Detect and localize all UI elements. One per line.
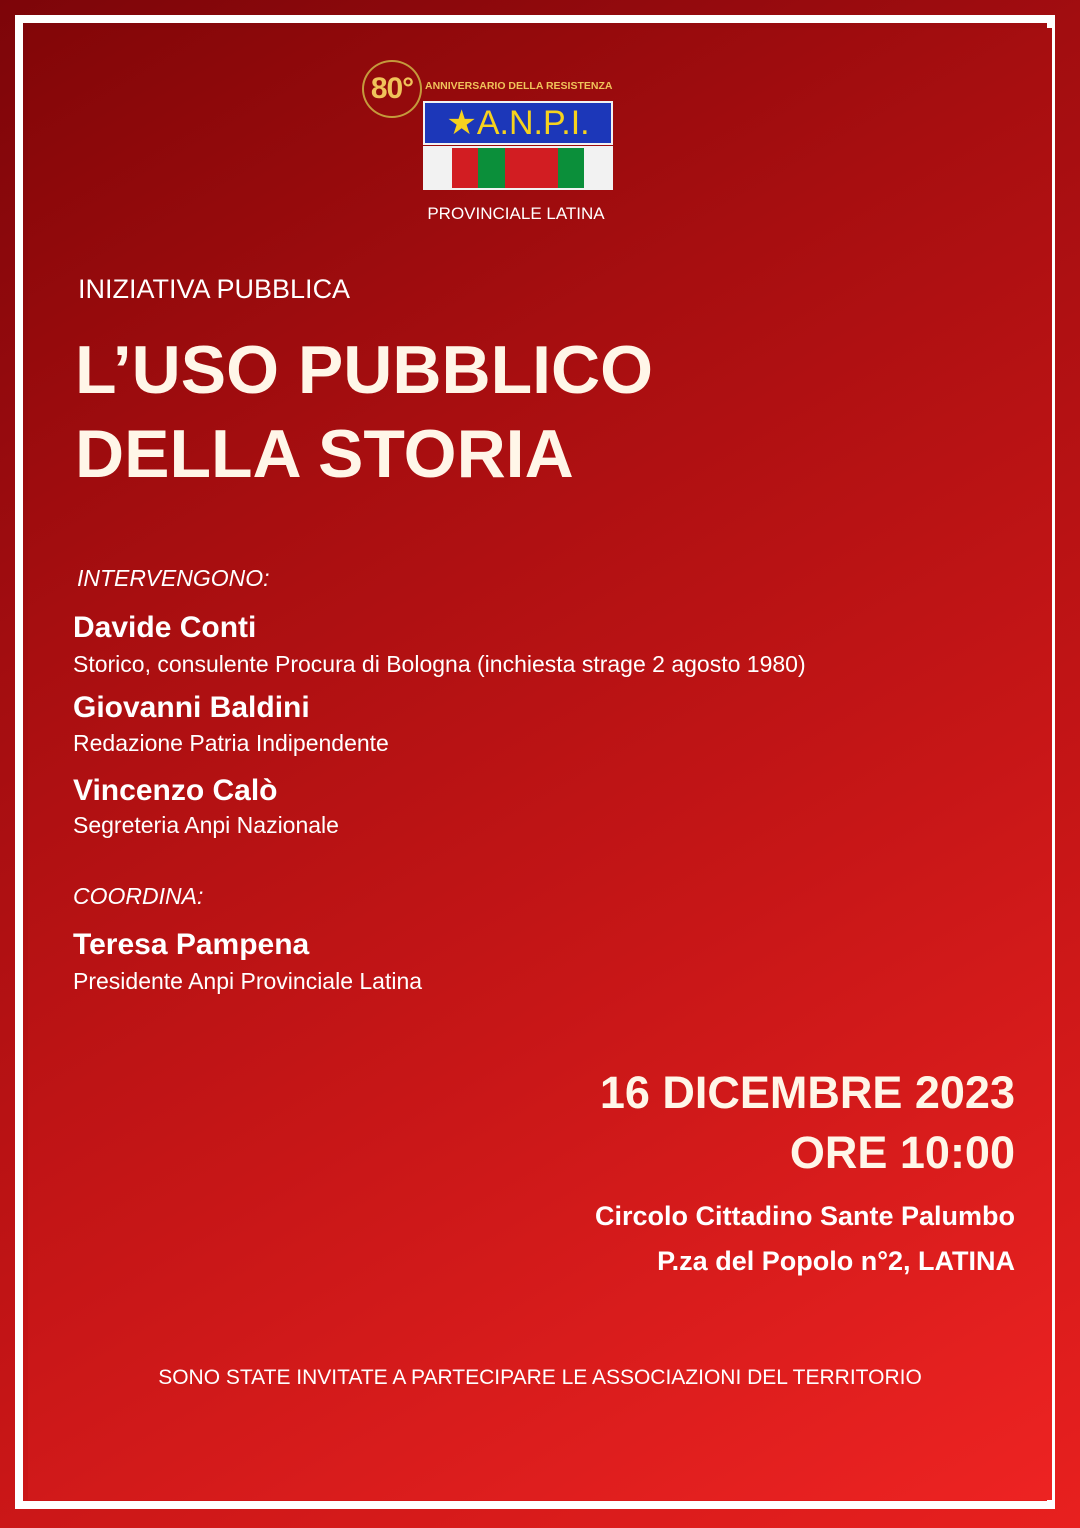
anpi-logo-text: ★A.N.P.I.: [423, 101, 613, 145]
poster-background: [28, 28, 1052, 1500]
event-title-line-2: DELLA STORIA: [75, 416, 574, 492]
event-title: [75, 328, 653, 496]
anpi-flag-icon: [423, 146, 613, 190]
event-date: 16 DICEMBRE 2023: [599, 1067, 1015, 1118]
speaker-role: Storico, consulente Procura di Bologna (inchiesta strage 2 agosto 1980): [73, 651, 806, 677]
speakers-label: INTERVENGONO:: [77, 565, 270, 591]
event-address: P.za del Popolo n°2, LATINA: [657, 1246, 1015, 1276]
speaker-role: Segreteria Anpi Nazionale: [73, 812, 339, 838]
event-time: ORE 10:00: [789, 1127, 1015, 1178]
footer-note: SONO STATE INVITATE A PARTECIPARE LE ASSOCIAZIONI DEL TERRITORIO: [158, 1366, 922, 1389]
anniversary-badge: 80°: [362, 60, 422, 118]
speaker-name: Vincenzo Calò: [73, 774, 278, 807]
speaker-name: Davide Conti: [73, 611, 257, 644]
event-title-line-1: L’USO PUBBLICO: [75, 332, 654, 408]
logo-subtitle: PROVINCIALE LATINA: [427, 204, 605, 223]
speaker-role: Redazione Patria Indipendente: [73, 730, 389, 756]
moderator-role: Presidente Anpi Provinciale Latina: [73, 968, 423, 994]
anniversary-text: ANNIVERSARIO DELLA RESISTENZA: [425, 80, 613, 92]
speaker-name: Giovanni Baldini: [73, 691, 310, 724]
event-kicker: INIZIATIVA PUBBLICA: [78, 274, 351, 304]
moderator-label: COORDINA:: [73, 883, 204, 909]
event-venue: Circolo Cittadino Sante Palumbo: [594, 1201, 1015, 1231]
moderator-name: Teresa Pampena: [73, 928, 310, 961]
